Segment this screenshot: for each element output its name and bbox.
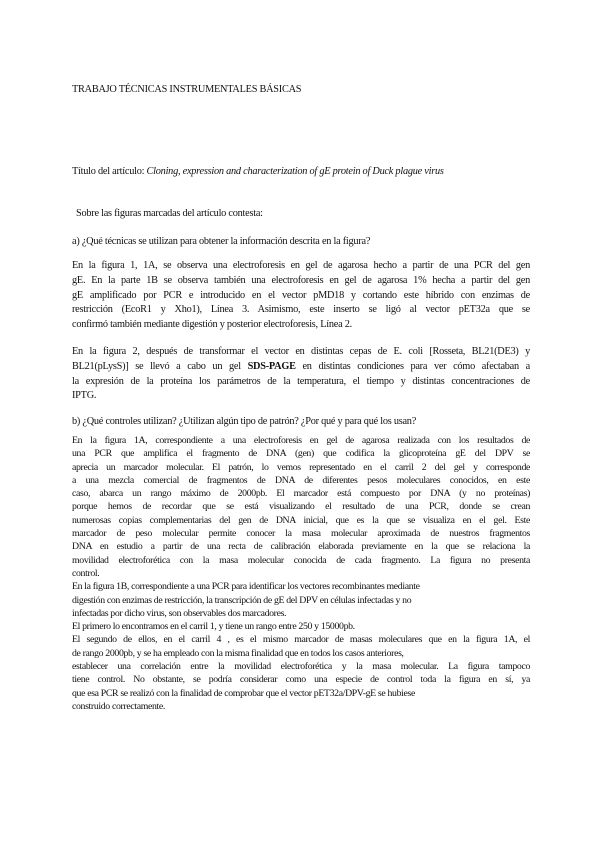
paragraph-line: establecer una correlación entre la movilidad electroforética y la masa molecular. La figura tampoco <box>72 661 530 673</box>
intro-text: Sobre las figuras marcadas del artículo contesta: <box>76 208 263 219</box>
paragraph-line: que esa PCR se realizó con la finalidad de comprobar que el vector pET32a/DPV-gE se hubiese <box>72 687 415 699</box>
sds-page-term: SDS-PAGE <box>247 360 296 372</box>
paragraph-line: digestión con enzimas de restricción, la transcripción de gE del DPV en células infectadas y no <box>72 594 412 606</box>
text-run: BL21(pLysS)] se llevó a cabo un gel <box>72 360 248 372</box>
paragraph-line: porque hemos de recordar que se está visualizando el resultado de una PCR, donde se crean <box>72 501 530 513</box>
article-title-line <box>72 166 444 178</box>
paragraph-line: construido correctamente. <box>72 700 165 712</box>
paragraph-figure-2 <box>72 345 530 404</box>
article-label: Título del artículo: <box>72 166 145 177</box>
question-b: b) ¿Qué controles utilizan? ¿Utilizan algún tipo de patrón? ¿Por qué y para qué los usan? <box>72 416 417 427</box>
document-header: TRABAJO TÉCNICAS INSTRUMENTALES BÁSICAS <box>72 84 302 95</box>
paragraph-line: control. <box>72 567 100 579</box>
paragraph-line: El primero lo encontramos en el carril 1, y tiene un rango entre 250 y 15000pb. <box>72 621 355 633</box>
paragraph-line: gE. En la parte 1B se observa también una electroforesis en gel de agarosa 1% hecha a partir del gen <box>72 274 530 286</box>
paragraph-figure-1 <box>72 259 530 333</box>
paragraph-line: caso, abarca un rango máximo de 2000pb. El marcador está compuesto por DNA (y no proteínas) <box>72 488 530 500</box>
paragraph-line: de rango 2000pb, y se ha empleado con la misma finalidad que en todos los casos anteriores, <box>72 647 404 659</box>
paragraph-controls <box>72 434 530 713</box>
paragraph-line: IPTG. <box>72 390 97 402</box>
paragraph-line: aprecia un marcador molecular. El patrón, lo vemos representado en el carril 2 del gel y corresponde <box>72 461 530 473</box>
paragraph-line: En la figura 2, después de transformar el vector en distintas cepas de E. coli [Rosseta, BL21(DE3) y <box>72 346 530 357</box>
paragraph-line: confirmó también mediante digestión y posterior electroforesis, Línea 2. <box>72 319 352 331</box>
paragraph-line: una PCR que amplifica el fragmento de DNA (gen) que codifica la glicoproteína gE del DPV se <box>72 448 530 460</box>
paragraph-line: En la figura 1B, correspondiente a una PCR para identificar los vectores recombinantes mediante <box>72 581 420 593</box>
paragraph-line <box>72 360 530 375</box>
paragraph-line: numerosas copias complementarias del gen de DNA inicial, que es la que se visualiza en el gel. Este <box>72 514 530 526</box>
paragraph-line: la expresión de la proteína los parámetros de la temperatura, el tiempo y distintas concentraciones de <box>72 375 530 387</box>
paragraph-line: restricción (EcoR1 y Xho1), Línea 3. Asimismo, este inserto se ligó al vector pET32a que se <box>72 304 530 316</box>
paragraph-line: El segundo de ellos, en el carril 4 , es el mismo marcador de masas moleculares que en la figura 1A, el <box>72 634 530 646</box>
question-a: a) ¿Qué técnicas se utilizan para obtener la información descrita en la figura? <box>72 236 371 247</box>
paragraph-line: En la figura 1, 1A, se observa una electroforesis en gel de agarosa hecho a partir de una PCR del gen <box>72 260 530 271</box>
paragraph-line: En la figura 1A, correspondiente a una electroforesis en gel de agarosa realizada con los resultados de <box>72 435 530 446</box>
paragraph-line: DNA en estudio a partir de una recta de calibración elaborada previamente en la que se relaciona la <box>72 541 530 553</box>
paragraph-line: marcador de peso molecular permite conocer la masa molecular aproximada de nuestros fragmentos <box>72 528 530 540</box>
paragraph-line: a una mezcla comercial de fragmentos de DNA de diferentes pesos moleculares conocidos, en este <box>72 474 530 486</box>
article-title: Cloning, expression and characterization of gE protein of Duck plague virus <box>146 166 444 177</box>
paragraph-line: tiene control. No obstante, se podría considerar como una especie de control toda la figura en sí, ya <box>72 674 530 686</box>
text-run: en distintas condiciones para ver cómo afectaban a <box>295 360 530 372</box>
paragraph-line: movilidad electroforética con la masa molecular conocida de cada fragmento. La figura no presenta <box>72 554 530 566</box>
paragraph-line: gE amplificado por PCR e introducido en el vector pMD18 y cortando este híbrido con enzimas de <box>72 289 530 301</box>
paragraph-line: infectadas por dicho virus, son observables dos marcadores. <box>72 607 287 619</box>
